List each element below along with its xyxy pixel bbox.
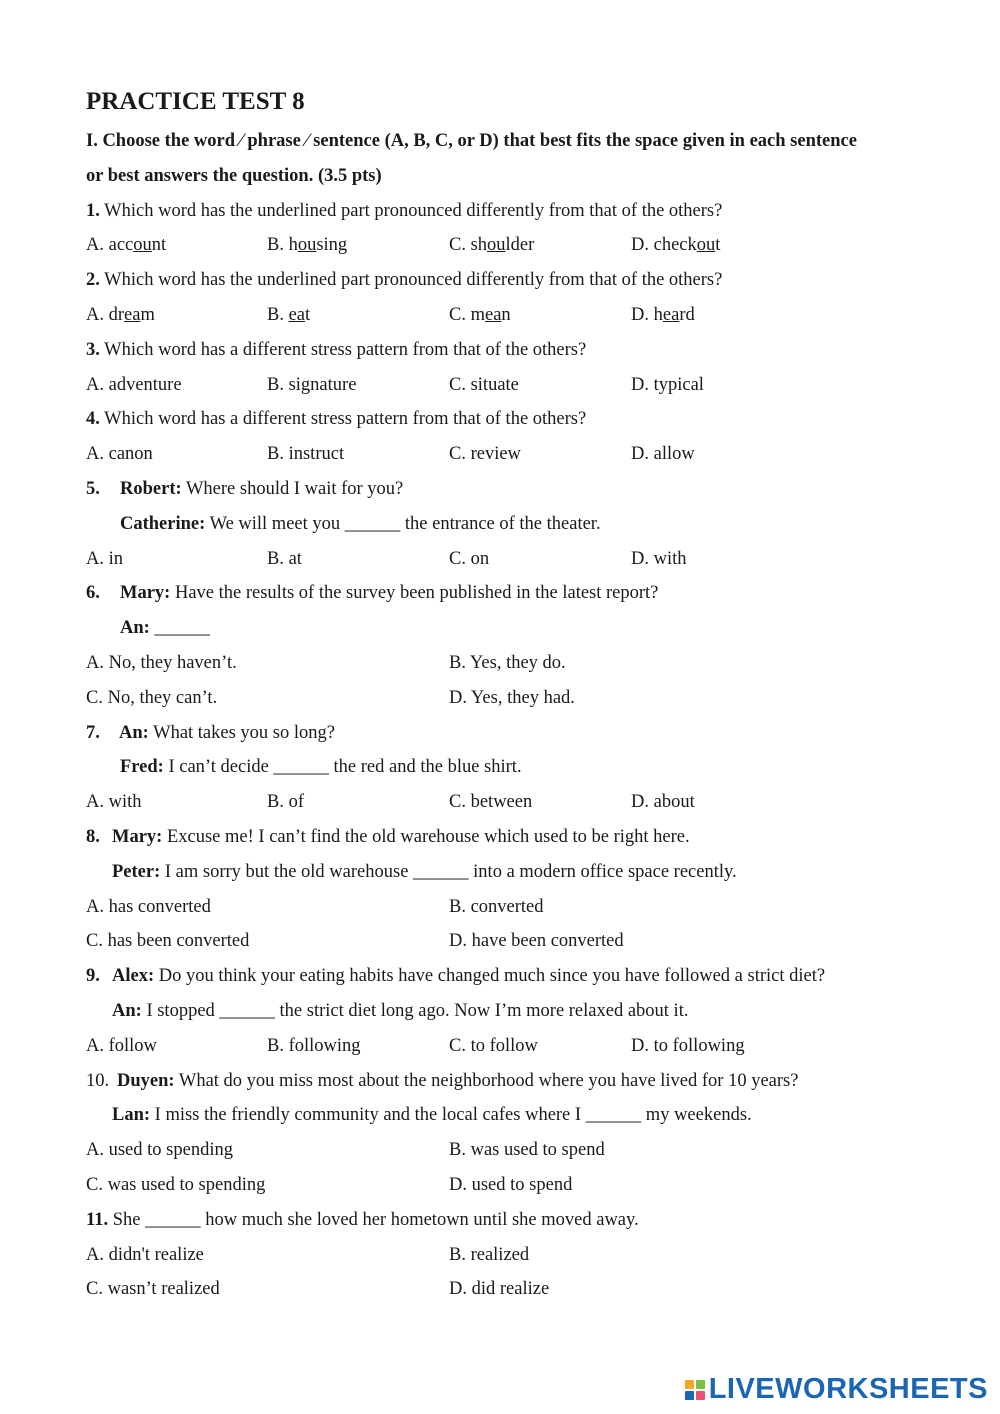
option-a[interactable]: A. used to spending <box>86 1140 233 1161</box>
option-text: rd <box>679 304 695 325</box>
page-title: PRACTICE TEST 8 <box>86 88 305 115</box>
question-3 <box>86 333 966 368</box>
question-1-options <box>86 228 966 263</box>
dialogue-text: I am sorry but the old warehouse ______ into a modern office space recently. <box>160 861 737 882</box>
option-d[interactable]: D. used to spend <box>449 1174 573 1195</box>
option-text: D. check <box>631 235 697 256</box>
option-text: nt <box>151 235 167 256</box>
option-b[interactable]: B. converted <box>449 896 544 917</box>
question-6-options-row1 <box>86 646 966 681</box>
option-text: C. sh <box>449 235 488 256</box>
question-5-reply <box>86 507 966 542</box>
question-4 <box>86 402 966 437</box>
question-number: 4. <box>86 409 100 430</box>
speaker-name: Mary: <box>112 826 163 847</box>
option-b[interactable]: B. following <box>267 1035 361 1056</box>
option-a[interactable]: A. with <box>86 792 142 813</box>
question-text: Which word has a different stress pattern from that of the others? <box>99 339 587 360</box>
question-8-reply <box>86 855 966 890</box>
logo-square-icon <box>696 1391 705 1400</box>
option-a[interactable]: A. adventure <box>86 374 182 395</box>
question-number: 10. <box>86 1070 110 1091</box>
speaker-name: An: <box>119 722 149 743</box>
section-instruction-line1: I. Choose the word ⁄ phrase ⁄ sentence (A, B, C, or D) that best fits the space given in each sentence <box>86 131 857 151</box>
dialogue-text: I miss the friendly community and the local cafes where I ______ my weekends. <box>150 1105 752 1126</box>
question-8-options-row1 <box>86 890 966 925</box>
option-d[interactable]: D. with <box>631 548 687 569</box>
underlined-part: ea <box>124 304 141 325</box>
logo-square-icon <box>696 1380 705 1389</box>
dialogue-text: I can’t decide ______ the red and the blue shirt. <box>163 757 522 778</box>
dialogue-text: ______ <box>149 618 210 639</box>
speaker-name: Lan: <box>112 1105 151 1126</box>
underlined-part: ou <box>297 235 317 256</box>
worksheet-page <box>86 84 966 1307</box>
question-6 <box>86 576 966 611</box>
option-text: B. <box>267 304 289 325</box>
question-number: 8. <box>86 826 100 847</box>
option-b[interactable] <box>267 298 310 333</box>
option-c[interactable]: C. wasn’t realized <box>86 1279 220 1300</box>
question-4-options <box>86 437 966 472</box>
question-2 <box>86 263 966 298</box>
speaker-name: Fred: <box>120 757 164 778</box>
question-9 <box>86 959 966 994</box>
question-number: 6. <box>86 583 100 604</box>
option-d[interactable] <box>631 228 720 263</box>
option-text: C. m <box>449 304 485 325</box>
option-b[interactable]: B. was used to spend <box>449 1140 605 1161</box>
question-number: 1. <box>86 200 100 221</box>
section-instruction-line2: or best answers the question. (3.5 pts) <box>86 165 382 186</box>
option-c[interactable]: C. was used to spending <box>86 1174 266 1195</box>
speaker-name: Mary: <box>120 583 171 604</box>
option-b[interactable]: B. of <box>267 792 304 813</box>
option-d[interactable]: D. allow <box>631 444 695 465</box>
speaker-name: An: <box>112 1000 142 1021</box>
option-a[interactable]: A. has converted <box>86 896 211 917</box>
option-b[interactable]: B. at <box>267 548 302 569</box>
question-11-options-row1 <box>86 1238 966 1273</box>
question-1 <box>86 194 966 229</box>
dialogue-text: Where should I wait for you? <box>181 478 404 499</box>
option-c[interactable]: C. on <box>449 548 490 569</box>
question-text: Which word has the underlined part pronounced differently from that of the others? <box>99 200 723 221</box>
question-10-options-row2 <box>86 1168 966 1203</box>
question-text: Which word has a different stress pattern from that of the others? <box>99 409 587 430</box>
dialogue-text: What do you miss most about the neighborhood where you have lived for 10 years? <box>174 1070 799 1091</box>
option-text: t <box>715 235 721 256</box>
speaker-name: An: <box>120 618 150 639</box>
dialogue-text: Have the results of the survey been published in the latest report? <box>170 583 659 604</box>
option-text: m <box>140 304 155 325</box>
question-11 <box>86 1203 966 1238</box>
question-5 <box>86 472 966 507</box>
question-number: 9. <box>86 966 100 987</box>
question-5-options <box>86 542 966 577</box>
option-c[interactable]: C. review <box>449 444 521 465</box>
dialogue-text: We will meet you ______ the entrance of the theater. <box>205 513 601 534</box>
option-text: lder <box>505 235 535 256</box>
option-text: sing <box>316 235 348 256</box>
option-text: D. h <box>631 304 663 325</box>
logo-square-icon <box>685 1391 694 1400</box>
option-d[interactable]: D. Yes, they had. <box>449 687 575 708</box>
option-text: n <box>501 304 511 325</box>
question-8-options-row2 <box>86 924 966 959</box>
option-b[interactable]: B. Yes, they do. <box>449 652 566 673</box>
underlined-part: ou <box>696 235 716 256</box>
question-number: 11. <box>86 1209 109 1230</box>
underlined-part: ou <box>133 235 152 256</box>
logo-grid-icon <box>685 1380 705 1400</box>
dialogue-text: Do you think your eating habits have changed much since you have followed a strict diet? <box>154 966 826 987</box>
question-text: Which word has the underlined part pronounced differently from that of the others? <box>99 270 723 291</box>
option-b[interactable]: B. instruct <box>267 444 345 465</box>
underlined-part: ea <box>288 304 306 325</box>
option-b[interactable] <box>267 228 347 263</box>
option-text: A. acc <box>86 235 134 256</box>
question-10 <box>86 1064 966 1099</box>
footer-logo[interactable] <box>685 1373 988 1406</box>
question-7-options <box>86 785 966 820</box>
question-6-reply <box>86 611 966 646</box>
option-text: A. dr <box>86 304 125 325</box>
option-d[interactable] <box>631 298 695 333</box>
question-11-options-row2 <box>86 1272 966 1307</box>
speaker-name: Alex: <box>112 966 155 987</box>
dialogue-text: Excuse me! I can’t find the old warehouse which used to be right here. <box>162 826 690 847</box>
option-text: t <box>305 304 311 325</box>
option-a[interactable]: A. in <box>86 548 123 569</box>
option-b[interactable]: B. realized <box>449 1244 530 1265</box>
option-d[interactable]: D. to following <box>631 1035 745 1056</box>
question-7 <box>86 716 966 751</box>
question-number: 3. <box>86 339 100 360</box>
question-6-options-row2 <box>86 681 966 716</box>
speaker-name: Duyen: <box>117 1070 175 1091</box>
question-number: 2. <box>86 270 100 291</box>
underlined-part: ea <box>484 304 502 325</box>
speaker-name: Peter: <box>112 861 161 882</box>
dialogue-text: What takes you so long? <box>148 722 335 743</box>
option-c[interactable] <box>449 228 534 263</box>
option-c[interactable]: C. situate <box>449 374 519 395</box>
option-a[interactable]: A. No, they haven’t. <box>86 652 237 673</box>
question-text: She ______ how much she loved her hometown until she moved away. <box>108 1209 639 1230</box>
option-d[interactable]: D. typical <box>631 374 704 395</box>
logo-square-icon <box>685 1380 694 1389</box>
option-d[interactable]: D. did realize <box>449 1279 550 1300</box>
question-8 <box>86 820 966 855</box>
question-10-reply <box>86 1098 966 1133</box>
option-c[interactable]: C. has been converted <box>86 931 250 952</box>
speaker-name: Robert: <box>120 478 182 499</box>
option-a[interactable]: A. follow <box>86 1035 157 1056</box>
option-c[interactable]: C. between <box>449 792 533 813</box>
option-a[interactable]: A. didn't realize <box>86 1244 204 1265</box>
speaker-name: Catherine: <box>120 513 206 534</box>
question-10-options-row1 <box>86 1133 966 1168</box>
option-d[interactable]: D. about <box>631 792 695 813</box>
underlined-part: ea <box>662 304 680 325</box>
option-text: B. h <box>267 235 298 256</box>
option-a[interactable] <box>86 228 166 263</box>
question-2-options <box>86 298 966 333</box>
question-7-reply <box>86 750 966 785</box>
dialogue-text: I stopped ______ the strict diet long ago. Now I’m more relaxed about it. <box>141 1000 689 1021</box>
logo-text: LIVEWORKSHEETS <box>708 1373 988 1405</box>
question-9-reply <box>86 994 966 1029</box>
option-d[interactable]: D. have been converted <box>449 931 624 952</box>
question-number: 5. <box>86 478 100 499</box>
option-c[interactable]: C. No, they can’t. <box>86 687 218 708</box>
option-c[interactable] <box>449 298 511 333</box>
option-b[interactable]: B. signature <box>267 374 357 395</box>
question-9-options <box>86 1029 966 1064</box>
question-number: 7. <box>86 722 100 743</box>
option-a[interactable] <box>86 298 155 333</box>
underlined-part: ou <box>487 235 506 256</box>
option-c[interactable]: C. to follow <box>449 1035 538 1056</box>
question-3-options <box>86 368 966 403</box>
option-a[interactable]: A. canon <box>86 444 153 465</box>
